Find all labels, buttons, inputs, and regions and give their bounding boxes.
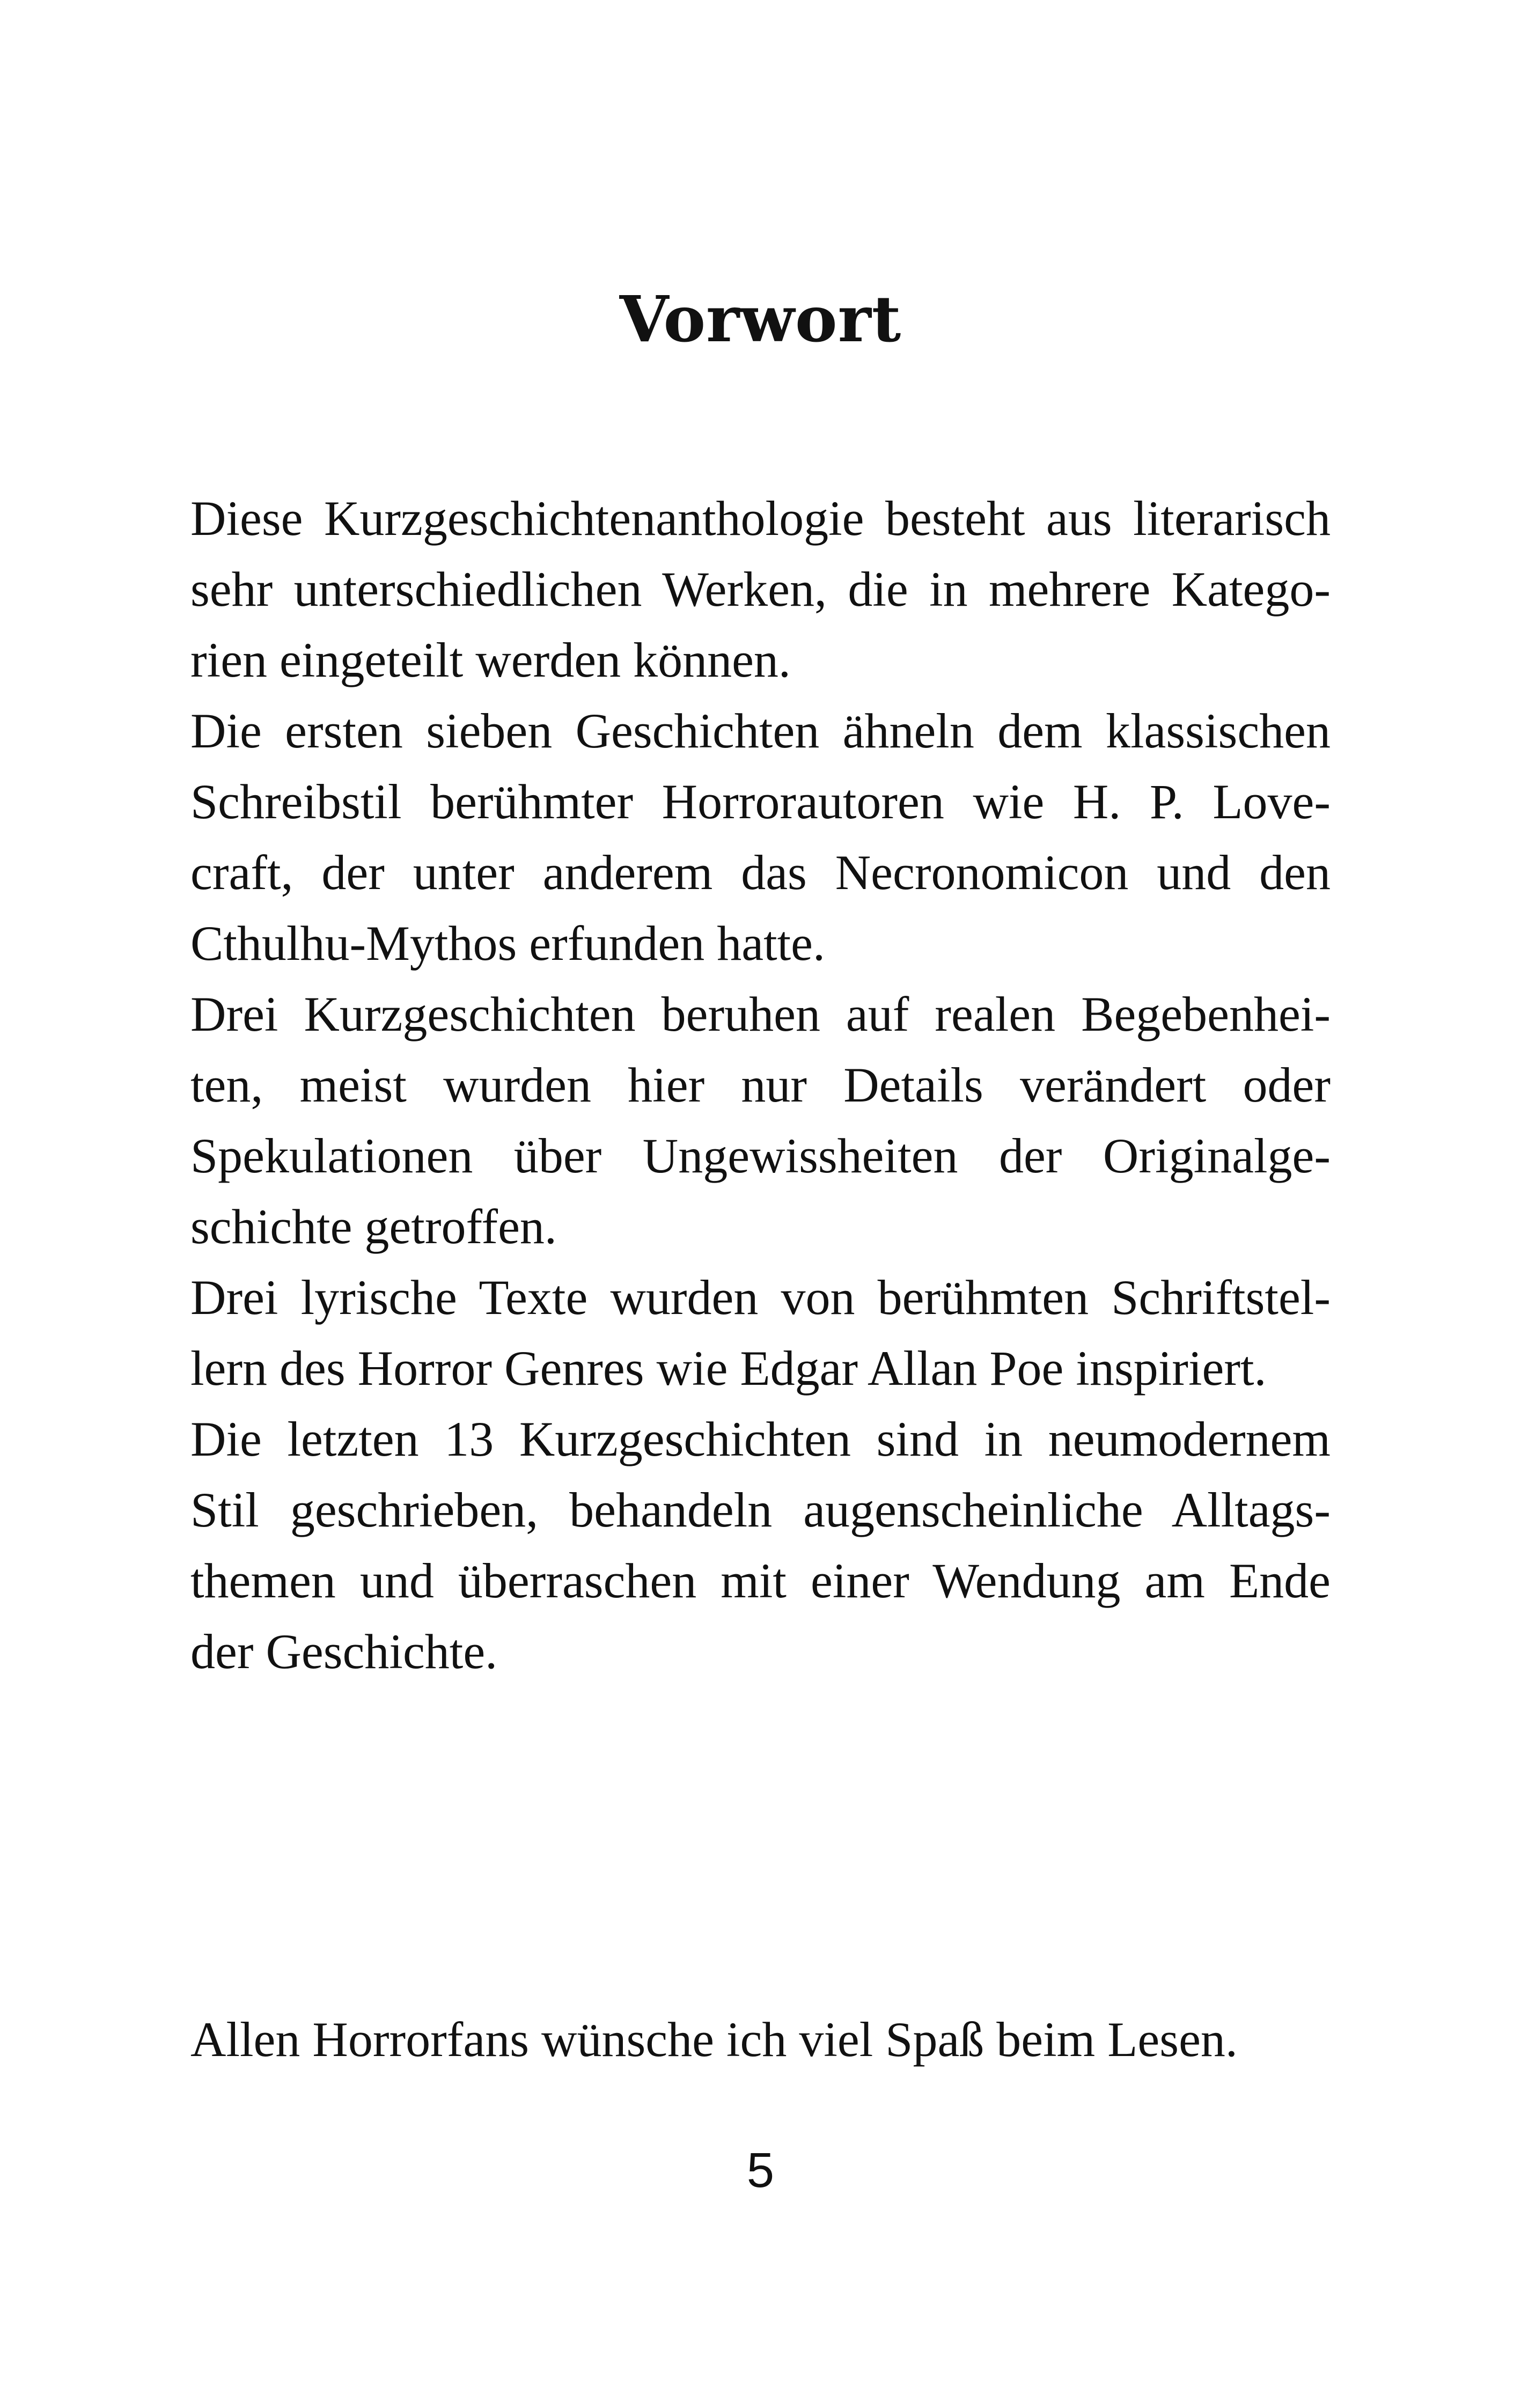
paragraph-modern-stories (190, 1404, 1331, 1687)
text-line: ten, meist wurden hier nur Details verändert oder (190, 1058, 1331, 1112)
text-line: sehr unterschiedlichen Werken, die in mehrere Katego- (190, 562, 1331, 616)
paragraph-classic-stories (190, 695, 1331, 979)
text-line: schichte getroffen. (190, 1199, 557, 1254)
text-line: Cthulhu-Mythos erfunden hatte. (190, 916, 826, 971)
text-line: Diese Kurzgeschichtenanthologie besteht aus literarisch (190, 491, 1331, 546)
paragraph-intro (190, 483, 1331, 695)
text-line: rien eingeteilt werden können. (190, 633, 791, 687)
closing-sentence: Allen Horrorfans wünsche ich viel Spaß beim Lesen. (190, 2012, 1238, 2067)
text-line: lern des Horror Genres wie Edgar Allan Poe inspiriert. (190, 1341, 1267, 1396)
page-number: 5 (746, 2143, 775, 2198)
text-line: Die letzten 13 Kurzgeschichten sind in neumodernem (190, 1412, 1331, 1466)
paragraph-lyrical-texts (190, 1262, 1331, 1404)
text-line: craft, der unter anderem das Necronomicon und den (190, 845, 1331, 900)
foreword-body (190, 483, 1331, 1687)
text-line: themen und überraschen mit einer Wendung am Ende (190, 1553, 1331, 1608)
text-line: Spekulationen über Ungewissheiten der Originalge- (190, 1128, 1331, 1183)
paragraph-real-events (190, 979, 1331, 1262)
text-line: der Geschichte. (190, 1624, 498, 1679)
page-title: Vorwort (619, 282, 902, 356)
text-line: Stil geschrieben, behandeln augenscheinliche Alltags- (190, 1482, 1331, 1537)
text-line: Drei Kurzgeschichten beruhen auf realen Begebenhei- (190, 987, 1331, 1041)
text-line: Schreibstil berühmter Horrorautoren wie H. P. Love- (190, 774, 1331, 829)
text-line: Die ersten sieben Geschichten ähneln dem klassischen (190, 703, 1331, 758)
text-line: Drei lyrische Texte wurden von berühmten Schriftstel- (190, 1270, 1331, 1325)
